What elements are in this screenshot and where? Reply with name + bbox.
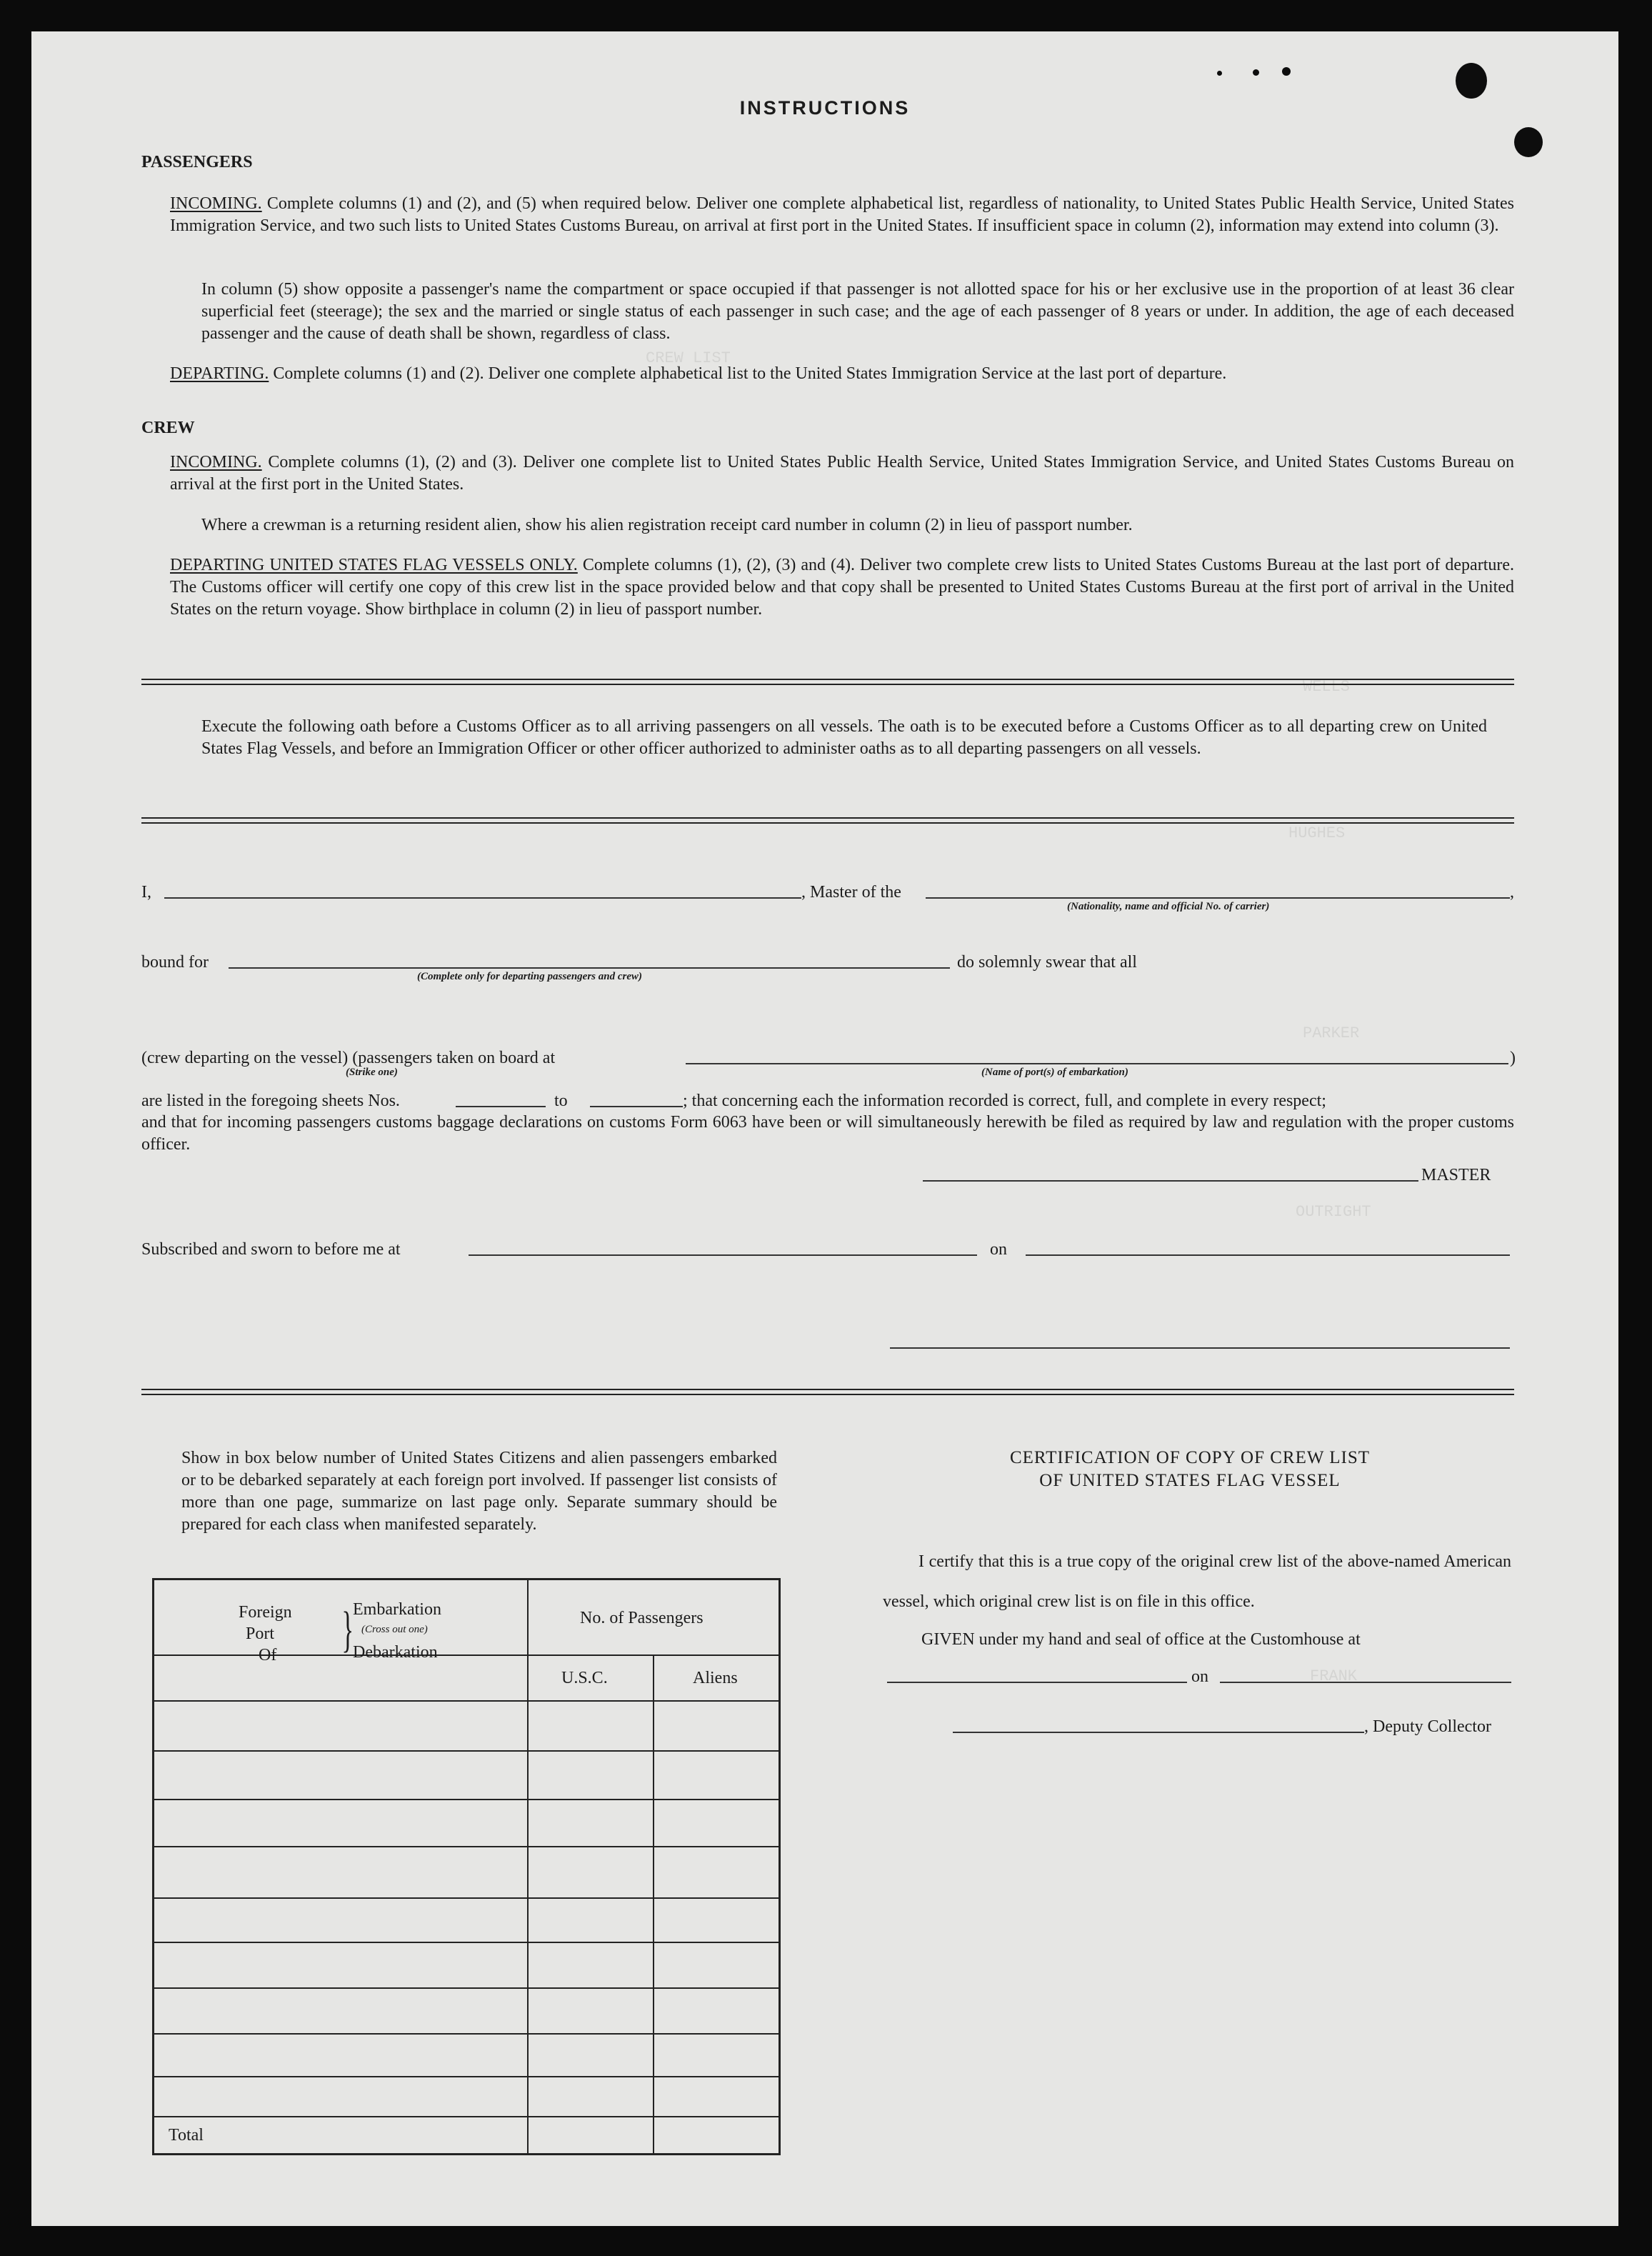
scan-mark (1456, 63, 1487, 99)
section-divider (141, 679, 1514, 685)
oath-close-paren: ) (1510, 1049, 1516, 1067)
crew-incoming-label: INCOMING. (170, 453, 262, 471)
oath-listed-c: and that for incoming passengers customs baggage declarations on customs Form 6063 have been or will simultaneously herewith be filed as required by law and regulation with the proper customs officer. (141, 1113, 1514, 1154)
passengers-heading: PASSENGERS (141, 153, 253, 171)
page-title: INSTRUCTIONS (739, 97, 911, 119)
carrier-field[interactable] (926, 897, 1510, 899)
table-header-rule (154, 1700, 779, 1702)
oath-swear: do solemnly swear that all (957, 953, 1137, 972)
scan-mark (1217, 71, 1222, 76)
passengers-departing-text: Complete columns (1) and (2). Deliver one complete alphabetical list to the United States Immigration Service at the last port of departure. (273, 364, 1227, 383)
sheet-from-field[interactable] (456, 1106, 546, 1107)
scan-mark (1514, 127, 1543, 157)
certification-heading-1: CERTIFICATION OF COPY OF CREW LIST (1009, 1448, 1371, 1467)
table-row-divider (154, 2116, 779, 2117)
table-row-divider (154, 1846, 779, 1847)
table-header-divider (154, 1654, 779, 1656)
brace-glyph: } (341, 1602, 354, 1657)
master-signature-field[interactable] (923, 1180, 1418, 1182)
passenger-summary-table (152, 1578, 781, 2155)
debarkation-label: Debarkation (353, 1643, 438, 1662)
crew-resident-paragraph: Where a crewman is a returning resident alien, show his alien registration receipt card number in column (2) in lieu of passport number. (201, 516, 1133, 534)
ports-caption: (Name of port(s) of embarkation) (981, 1067, 1128, 1078)
sworn-date-field[interactable] (1026, 1254, 1510, 1256)
form-page: CREW LIST WELLS HUGHES PARKER OUTRIGHT FRANK INSTRUCTIONS PASSENGERS INCOMING. Complete columns (1) and (2), and (5) when required below. Deliver one complete alphabetical list, regardless of nationality, to United States Public Health Service, United States Immigration Service, and two such lists to United States Customs Bureau, on arrival at first port in the United States. If insufficient space in column (2), information may extend into column (3). In column (5) show opposite a passenger's name the compartment or space occupied if that passenger is not allotted space for his or her exclusive use in the proportion of at least 36 clear superficial feet (steerage); the sex and the married or single status of each passenger in such case; and the age of each passenger of 8 years or under. In addition, the age of each deceased passenger and the cause of death shall be shown, regardless of class. DEPARTING. Complete columns (1) and (2). Deliver one complete alphabetical list to the United States Immigration Service at the last port of departure. CREW INCOMING. Complete columns (1), (2) and (3). Deliver one complete list to United States Public Health Service, United States Immigration Service, and United States Customs Bureau on arrival at the first port in the United States. Where a crewman is a returning resident alien, show his alien registration receipt card number in column (2) in lieu of passport number. DEPARTING UNITED STATES FLAG VESSELS ONLY. Complete columns (1), (2), (3) and (4). Deliver two complete crew lists to United States Customs Bureau at the last port of departure. The Customs officer will certify one copy of this crew list in the space provided below and that copy shall be presented to United States Customs Bureau at the first port of arrival in the United States on the return voyage. Show birthplace in column (2) in lieu of passport number. Execute the following oath before a Customs Officer as to all arriving passengers on all vessels. The oath is to be executed before a Customs Officer as to all departing crew on United States Flag Vessels, and before an Immigration Officer or other officer authorized to administer oaths as to all departing passengers on all vessels. I, , Master of the , (Nationality, name and official No. of carrier) bound for (Complete only for departing passengers and crew) do solemnly swear that all (crew departing on the vessel) (passengers taken on board at ) (Strike one) (Name of port(s) of embarkation) are listed in the foregoing sheets Nos. to ; that concerning each the information recorded is correct, full, and complete in every respect; and that for incoming passengers customs baggage declarations on customs Form 6063 have been or will simultaneously herewith be filed as required by law and regulation with the proper customs officer. MASTER Subscribed and sworn to before me at on Show in box below number of United States Citizens and alien passengers embarked or to be debarked separately at each foreign port involved. If passenger list consists of more than one page, summarize on last page only. Separate summary should be prepared for each class when manifested separately. Foreign Port Of } Embarkation (Cross out one) Debarkation No. of Passengers U.S.C. Aliens Total CERTIFICATION OF COPY OF CREW LIST OF UNITED STATES FLAG VESSEL I certify that this is a true copy of the original crew list of the above-named American vessel, which original crew list is on file in this office. GIVEN under my hand and seal of office at the Customhouse at on , Deputy Collector (31, 31, 1618, 2226)
table-row-divider (154, 1897, 779, 1899)
table-row-divider (154, 1799, 779, 1800)
summary-instruction: Show in box below number of United States Citizens and alien passengers embarked or to be debarked separately at each foreign port involved. If passenger list consists of more than one page, summarize on last page only. Separate summary should be prepared for each class when manifested separately. (181, 1449, 777, 1534)
oath-crew-passengers: (crew departing on the vessel) (passengers taken on board at (141, 1049, 556, 1067)
oath-i-label: I, (141, 883, 151, 902)
master-name-field[interactable] (164, 897, 801, 899)
oath-comma: , (1510, 883, 1514, 902)
section-divider (141, 1389, 1514, 1395)
table-row-divider (154, 2076, 779, 2077)
embarkation-ports-field[interactable] (686, 1063, 1508, 1064)
sheet-to-field[interactable] (590, 1106, 683, 1107)
total-label: Total (169, 2126, 204, 2145)
port-label: Port (246, 1624, 275, 1643)
certification-on: on (1191, 1667, 1208, 1686)
table-column-divider (653, 1654, 654, 2153)
oath-listed-to: to (554, 1092, 568, 1110)
crew-departing-label: DEPARTING UNITED STATES FLAG VESSELS ONLY. (170, 556, 578, 574)
customhouse-field[interactable] (887, 1682, 1187, 1683)
no-of-passengers-label: No. of Passengers (580, 1609, 704, 1627)
of-label: Of (259, 1646, 277, 1664)
carrier-caption: (Nationality, name and official No. of carrier) (1067, 901, 1270, 912)
embarkation-label: Embarkation (353, 1600, 441, 1619)
oath-bound-for: bound for (141, 953, 209, 972)
crew-departing-text: Complete columns (1), (2), (3) and (4). Deliver two complete crew lists to United States Customs Bureau at the last port of departure. The Customs officer will certify one copy of this crew list in the space provided below and that copy shall be presented to United States Customs Bureau at the first port of arrival in the United States on the return voyage. Show birthplace in column (2) in lieu of passport number. (170, 556, 1515, 619)
crew-incoming-text: Complete columns (1), (2) and (3). Deliver one complete list to United States Public Health Service, United States Immigration Service, and United States Customs Bureau on arrival at the first port in the United States. (170, 453, 1515, 494)
oath-on: on (990, 1240, 1007, 1259)
certification-date-field[interactable] (1220, 1682, 1511, 1683)
certification-heading-2: OF UNITED STATES FLAG VESSEL (1039, 1471, 1341, 1490)
deputy-collector-signature-field[interactable] (953, 1732, 1364, 1733)
passengers-incoming-paragraph (170, 193, 1514, 237)
bound-caption: (Complete only for departing passengers and crew) (417, 971, 642, 982)
passengers-departing-paragraph (170, 363, 1514, 385)
passengers-incoming-label: INCOMING. (170, 194, 262, 213)
officer-signature-field[interactable] (890, 1347, 1510, 1349)
passengers-departing-label: DEPARTING. (170, 364, 269, 383)
cross-out-caption: (Cross out one) (361, 1624, 428, 1635)
crew-incoming-paragraph (170, 451, 1514, 496)
foreign-label: Foreign (239, 1603, 292, 1622)
table-row-divider (154, 2033, 779, 2035)
certification-given: GIVEN under my hand and seal of office at the Customhouse at (921, 1630, 1361, 1649)
table-column-divider (527, 1580, 529, 2153)
oath-subscribed: Subscribed and sworn to before me at (141, 1240, 401, 1259)
usc-column-header: U.S.C. (561, 1669, 608, 1687)
aliens-column-header: Aliens (693, 1669, 738, 1687)
oath-master-of: , Master of the (801, 883, 901, 902)
certification-text: I certify that this is a true copy of the original crew list of the above-named American vessel, which original crew list is on file in this office. (883, 1552, 1511, 1611)
crew-heading: CREW (141, 419, 195, 437)
deputy-collector-label: , Deputy Collector (1364, 1717, 1491, 1736)
crew-departing-paragraph (170, 554, 1514, 621)
table-row-divider (154, 1750, 779, 1752)
oath-intro: Execute the following oath before a Customs Officer as to all arriving passengers on all vessels. The oath is to be executed before a Customs Officer as to all departing crew on United States Flag Vessels, and before an Immigration Officer or other officer authorized to administer oaths as to all departing passengers on all vessels. (201, 717, 1487, 758)
destination-field[interactable] (229, 967, 950, 969)
oath-listed-b: ; that concerning each the information recorded is correct, full, and complete in every respect; (683, 1092, 1326, 1110)
passengers-incoming-text: Complete columns (1) and (2), and (5) when required below. Deliver one complete alphabetical list, regardless of nationality, to United States Public Health Service, United States Immigration Service, and two such lists to United States Customs Bureau, on arrival at first port in the United States. If insufficient space in column (2), information may extend into column (3). (170, 194, 1515, 235)
master-label: MASTER (1421, 1166, 1491, 1184)
section-divider (141, 817, 1514, 824)
sworn-place-field[interactable] (469, 1254, 977, 1256)
scan-mark (1282, 67, 1291, 76)
table-row-divider (154, 1987, 779, 1989)
strike-caption: (Strike one) (346, 1067, 398, 1078)
oath-listed-a: are listed in the foregoing sheets Nos. (141, 1092, 400, 1110)
scan-mark (1253, 69, 1259, 76)
table-row-divider (154, 1942, 779, 1943)
passengers-column5-paragraph: In column (5) show opposite a passenger's name the compartment or space occupied if that passenger is not allotted space for his or her exclusive use in the proportion of at least 36 clear superficial feet (steerage); the sex and the married or single status of each passenger in such case; and the age of each passenger of 8 years or under. In addition, the age of each deceased passenger and the cause of death shall be shown, regardless of class. (201, 280, 1514, 343)
